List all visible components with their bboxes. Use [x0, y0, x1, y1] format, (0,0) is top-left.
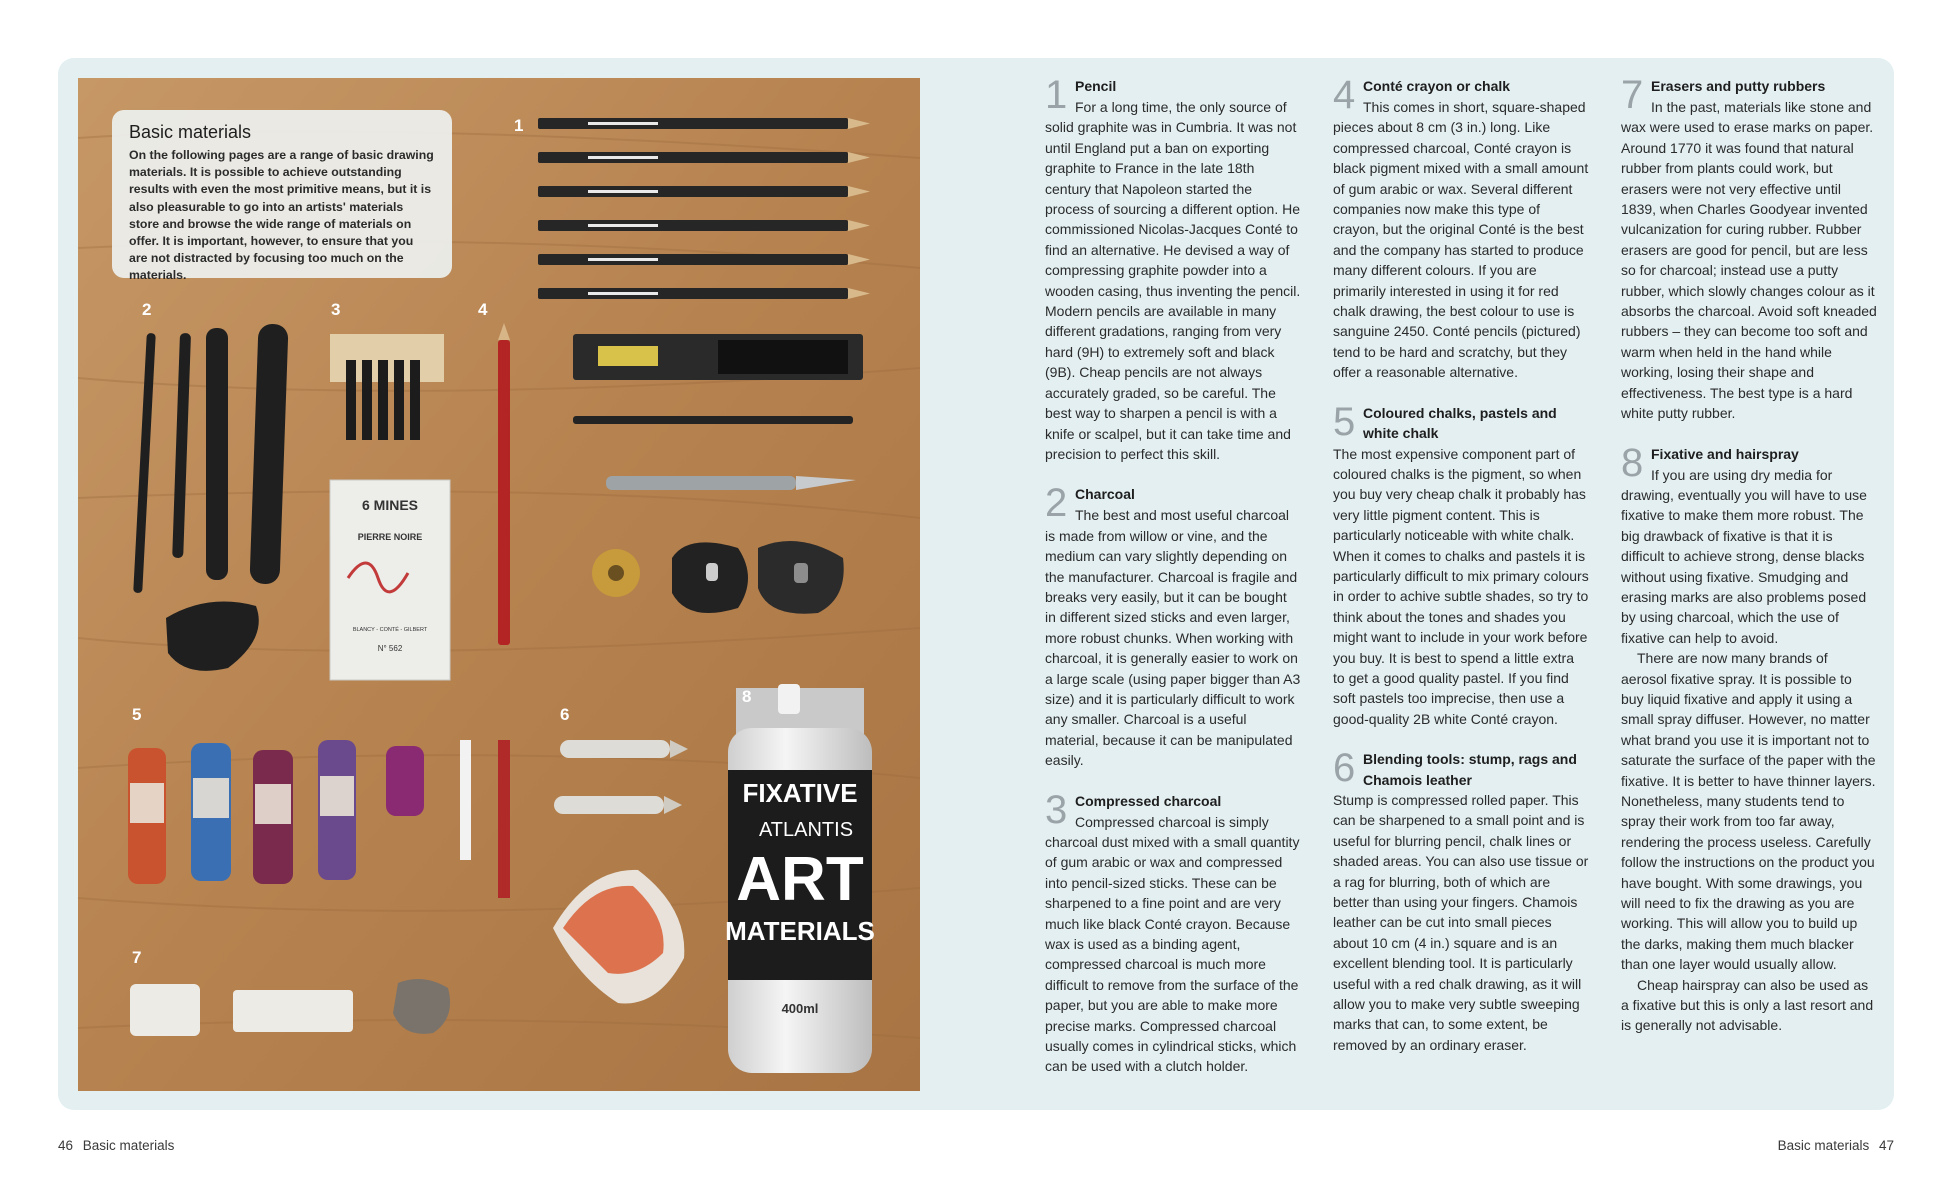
- mines-box-line2: PIERRE NOIRE: [357, 532, 423, 542]
- section-title: Coloured chalks, pastels and white chalk: [1363, 404, 1557, 442]
- caption-text: On the following pages are a range of basic drawing materials. It is possible to achieve outstanding results with even the most primitive means, but it is also pleasurable to go into an artists' materials store and browse the wide range of materials on offer. It is important, however, to ensure that you are not distracted by focusing too much on the materials.: [129, 148, 434, 283]
- section-body: If you are using dry media for drawing, eventually you will have to use fixative to make them more robust. The big drawback of fixative is that it is difficult to achieve strong, dense blacks without using fixative. Smudging and erasing marks are also problems posed by using charcoal, which the use of fixative can help to avoid.: [1621, 466, 1867, 646]
- section-body: The best and most useful charcoal is made from willow or vine, and the medium can vary slightly depending on the manufacturer. Charcoal is fragile and breaks very easily, but it can be bought in different sized sticks and even larger, more robust chunks. When working with charcoal, it is generally easier to work on a large scale (using paper bigger than A3 size) and it is particularly difficult to work any smaller. Charcoal is a useful material, because it can be manipulated easily.: [1045, 507, 1301, 769]
- fixative-can: [725, 684, 875, 1073]
- text-column-3: [1621, 73, 1877, 1056]
- section-body: This comes in short, square-shaped pieces about 8 cm (3 in.) long. Like compressed charcoal, Conté crayon is black pigment mixed with a small amount of gum arabic or wax. Several different companies now make this type of crayon, but the original Conté is the best and the company has started to produce many different colours. If you are primarily interested in using it for red chalk drawing, the best colour to use is sanguine 2450. Conté pencils (pictured) tend to be hard and scratchy, but they offer a reasonable alternative.: [1333, 99, 1589, 381]
- section-charcoal: [1045, 481, 1301, 770]
- materials-photo: [78, 78, 920, 1091]
- text-column-1: [1045, 73, 1301, 1097]
- section-body: Stump is compressed rolled paper. This can be sharpened to a small point and is useful for blurring pencil, chalk lines or shaded areas. You can also use tissue or a rag for blurring, both of which are better than using your fingers. Chamois leather can be cut into small pieces about 10 cm (4 in.) square and is an excellent blending tool. It is particularly useful with a red chalk drawing, as it will allow you to make very subtle sweeping marks that can, to some extent, be removed by an ordinary eraser.: [1333, 792, 1589, 1053]
- section-body-paragraph: There are now many brands of aerosol fixative spray. It is possible to buy liquid fixative and apply it using a small spray diffuser. However, no matter what brand you use it is important not to saturate the surface of the paper with the fixative. It is better to have thinner layers. Nonetheless, many students tend to spray their work from too far away, rendering the process useless. Carefully follow the instructions on the product you have bought. With some drawings, you will need to fix the drawing as you are working. This will allow you to build up the darks, making them much blacker than one layer would usually allow.: [1621, 650, 1876, 973]
- section-body: Compressed charcoal is simply charcoal dust mixed with a small quantity of gum arabic or wax and compressed into pencil-sized sticks. These can be sharpened to a fine point and are very much like black Conté crayon. Because wax is used as a binding agent, compressed charcoal is much more difficult to remove from the surface of the paper, but you are able to make more precise marks. Compressed charcoal usually comes in cylindrical sticks, which can be used with a clutch holder.: [1045, 813, 1300, 1075]
- section-conte-crayon: [1333, 73, 1589, 383]
- section-title: Compressed charcoal: [1075, 792, 1222, 809]
- section-title: Fixative and hairspray: [1651, 445, 1799, 462]
- caption-box: [112, 110, 452, 283]
- can-line2: ATLANTIS: [758, 819, 854, 841]
- section-body: The most expensive component part of coloured chalks is the pigment, so when you buy very cheap chalk it probably has very little pigment content. This is particularly noticeable with white chalk. When it comes to chalks and pastels it is particularly difficult to mix primary colours in order to achive subtle shades, so try to think about the tones and shades you might want to include in your work before you buy. It is best to spend a little extra to get a good quality pastel. If you find soft pastels too imprecise, then use a good-quality 2B white Conté crayon.: [1333, 445, 1589, 727]
- mines-box-line4: N° 562: [377, 644, 403, 653]
- lead-box: [573, 334, 863, 380]
- photo-number-4: 4: [478, 300, 488, 319]
- section-title: Charcoal: [1075, 486, 1135, 503]
- section-title: Blending tools: stump, rags and Chamois leather: [1363, 751, 1577, 788]
- section-body-paragraph: Cheap hairspray can also be used as a fixative but this is only a last resort and is generally not advisable.: [1621, 976, 1874, 1034]
- caption-title: Basic materials: [129, 122, 252, 142]
- photo-number-5: 5: [132, 705, 142, 724]
- section-number: 4: [1333, 73, 1356, 117]
- section-compressed-charcoal: [1045, 787, 1301, 1077]
- section-coloured-chalks: [1333, 399, 1589, 730]
- photo-number-1: 1: [514, 116, 524, 135]
- section-number: 7: [1621, 73, 1644, 117]
- folio-left: 46: [58, 1138, 74, 1153]
- running-head-left: Basic materials: [82, 1138, 175, 1153]
- running-head-right: Basic materials: [1777, 1138, 1870, 1153]
- section-title: Erasers and putty rubbers: [1651, 78, 1826, 94]
- photo-number-8: 8: [742, 687, 752, 706]
- can-line3: ART: [736, 845, 864, 914]
- conte-pencil: [498, 323, 510, 645]
- photo-number-3: 3: [331, 300, 341, 319]
- section-title: Pencil: [1075, 78, 1117, 94]
- section-number: 6: [1333, 746, 1356, 791]
- section-number: 1: [1045, 73, 1068, 117]
- photo-number-6: 6: [560, 705, 570, 724]
- photo-number-7: 7: [132, 948, 142, 967]
- can-line4: MATERIALS: [725, 916, 875, 946]
- section-title: Conté crayon or chalk: [1363, 78, 1511, 94]
- footer-left: [58, 1138, 180, 1153]
- can-line1: FIXATIVE: [742, 778, 858, 808]
- clutch-holder: [573, 416, 853, 424]
- can-volume: 400ml: [781, 1001, 819, 1016]
- text-column-2: [1333, 73, 1589, 1075]
- section-body: In the past, materials like stone and wax were used to erase marks on paper. Around 1770 it was found that natural rubber from plants could work, but erasers were not very effective until 1839, when Charles Goodyear invented vulcanization for curing rubber. Rubber erasers are good for pencil, but are less so for charcoal; instead use a putty rubber, which slowly changes colour as it absorbs the charcoal. Avoid soft kneaded rubbers – they can become too soft and warm when held in the hand while working, losing their shape and effectiveness. The best type is a hard white putty rubber.: [1621, 99, 1877, 422]
- section-pencil: [1045, 73, 1301, 464]
- section-number: 3: [1045, 787, 1068, 832]
- section-fixative: [1621, 440, 1877, 1036]
- mines-box-line3: BLANCY - CONTÉ - GILBERT: [352, 627, 428, 633]
- section-number: 5: [1333, 399, 1356, 444]
- section-number: 2: [1045, 481, 1068, 526]
- section-erasers: [1621, 73, 1877, 424]
- section-blending-tools: [1333, 746, 1589, 1055]
- folio-right: 47: [1878, 1138, 1894, 1153]
- photo-number-2: 2: [142, 300, 152, 319]
- section-body: For a long time, the only source of solid graphite was in Cumbria. It was not until England put a ban on exporting graphite to France in the late 18th century that Napoleon started the process of sourcing a different option. He commissioned Nicolas-Jacques Conté to find an alternative. He devised a way of compressing graphite powder into a wooden casing, thus inventing the pencil. Modern pencils are available in many different gradations, ranging from very hard (9H) to extremely soft and black (9B). Cheap pencils are not always accurately graded, so be careful. The best way to sharpen a pencil is with a knife or scalpel, but it can take time and precision to perfect this skill.: [1045, 99, 1301, 462]
- mines-box-line1: 6 MINES: [361, 497, 419, 513]
- footer-right: [1772, 1138, 1894, 1153]
- section-number: 8: [1621, 440, 1644, 485]
